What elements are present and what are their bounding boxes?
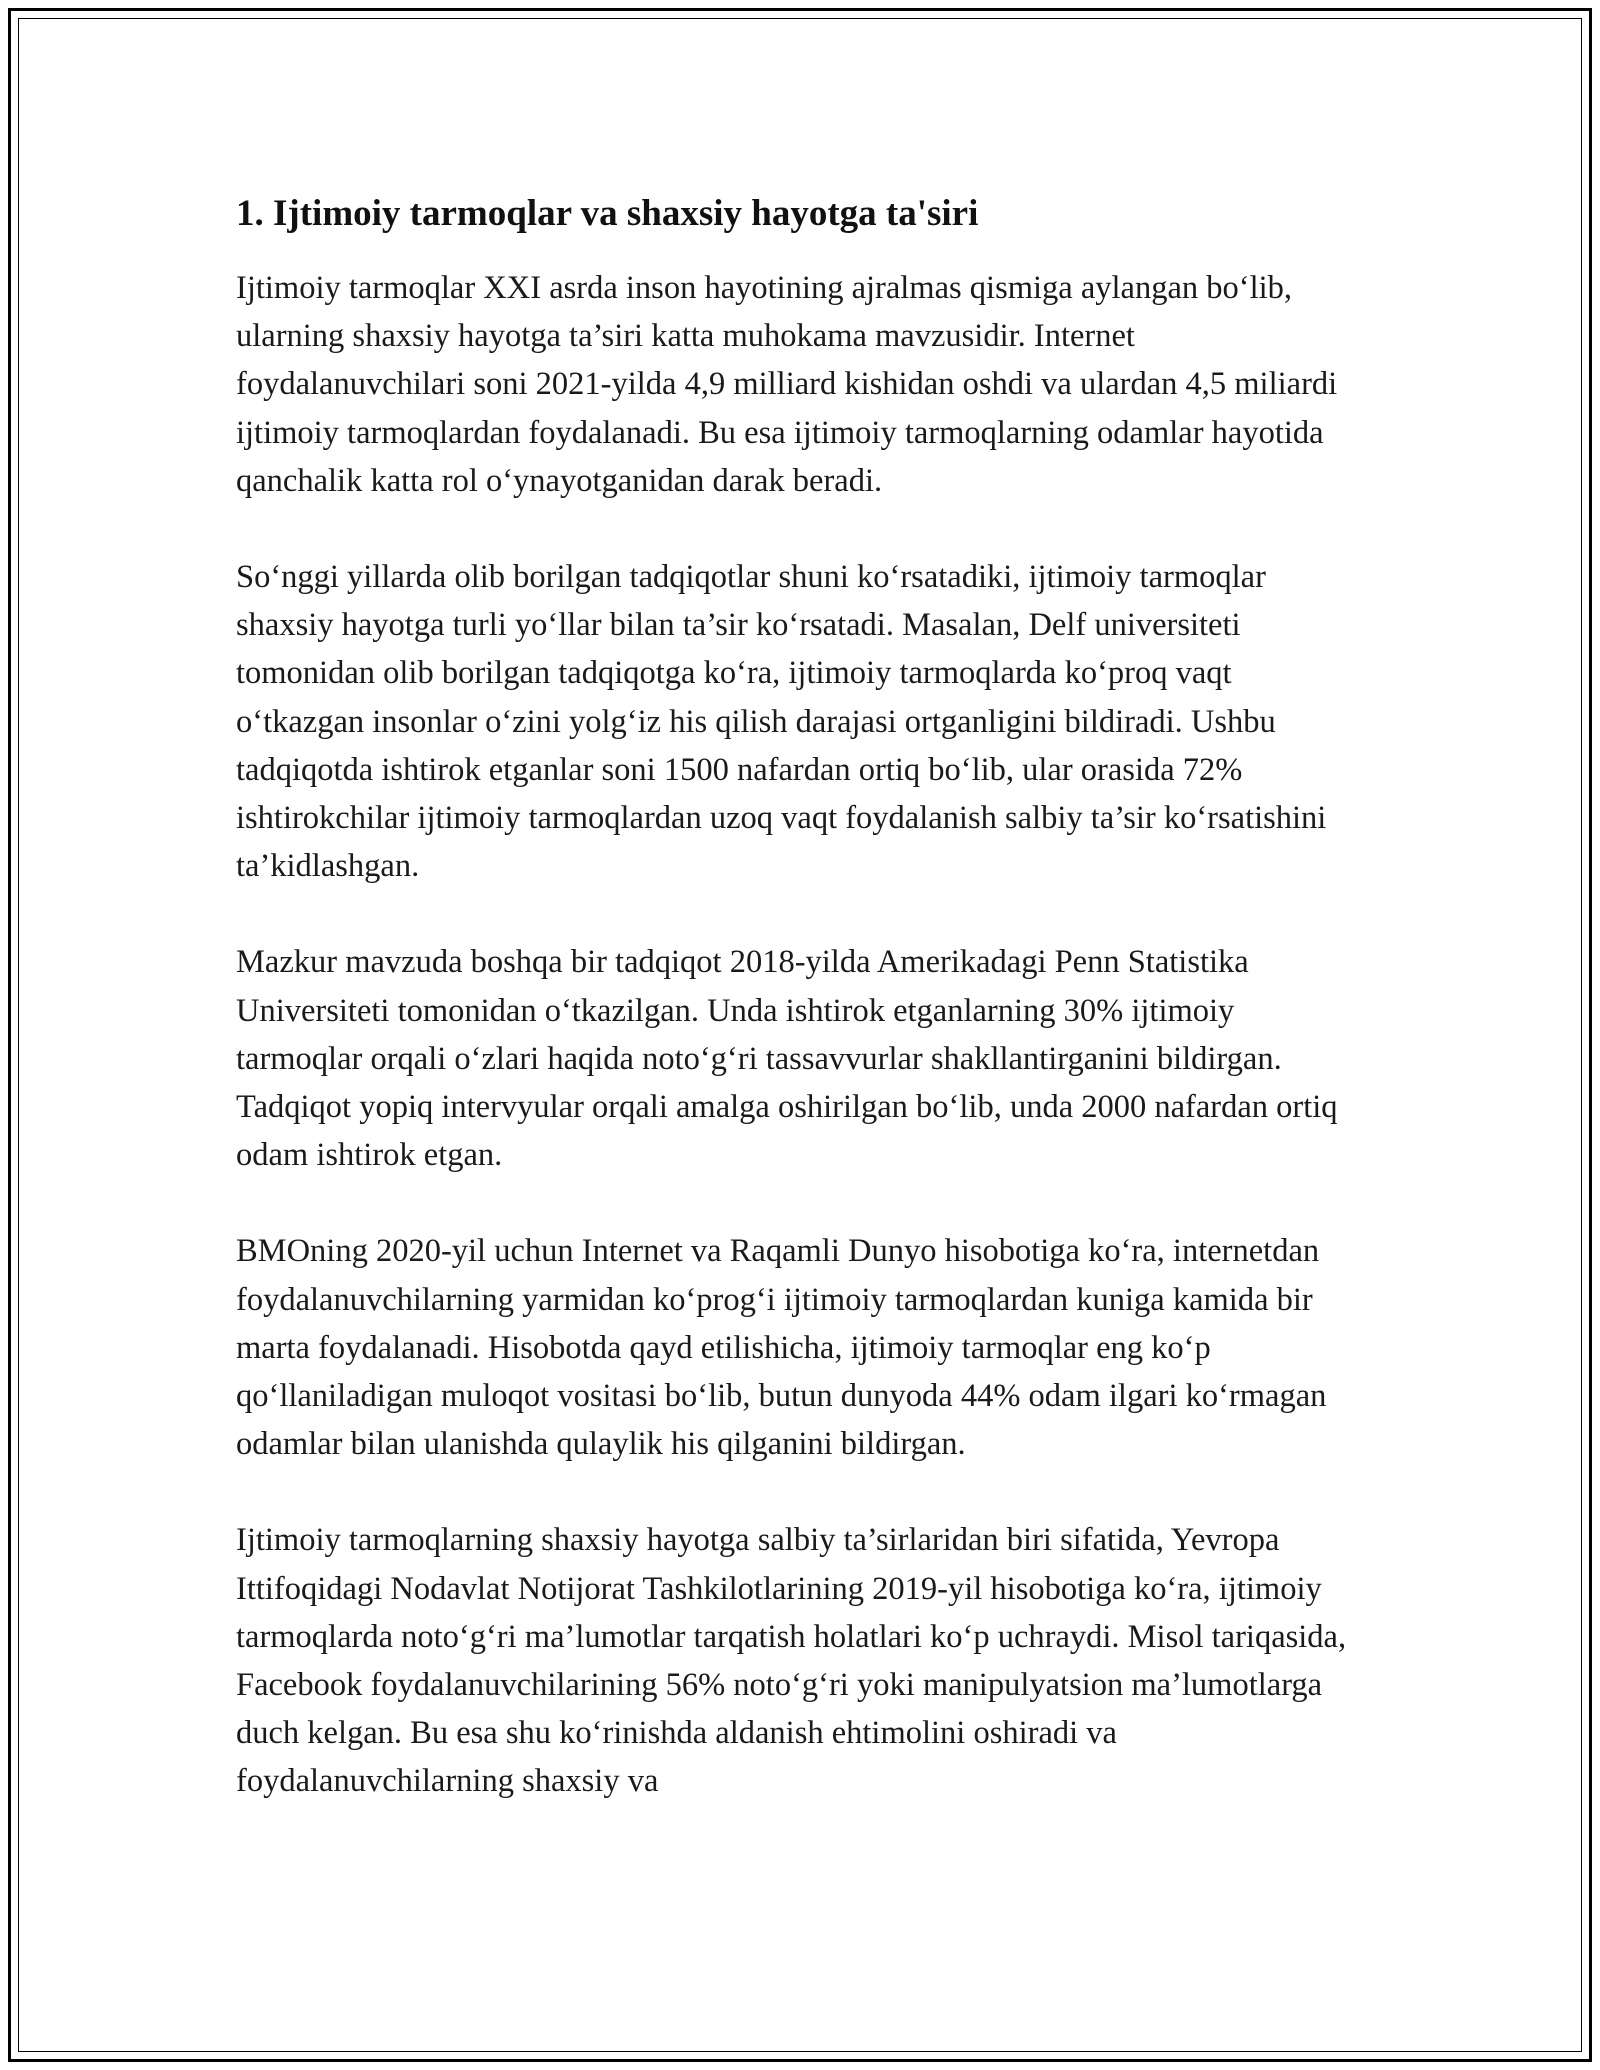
paragraph-4: BMOning 2020-yil uchun Internet va Raqamli Dunyo hisobotiga ko‘ra, internetdan foydalanuvchilarning yarmidan ko‘prog‘i ijtimoiy tarmoqlardan kuniga kamida bir marta foydalanadi. Hisobotda qayd etilishicha, ijtimoiy tarmoqlar eng ko‘p qo‘llaniladigan muloqot vositasi bo‘lib, butun dunyoda 44% odam ilgari ko‘rmagan odamlar bilan ulanishda qulaylik his qilganini bildirgan. bbox=[236, 1233, 1327, 1463]
paragraph-1: Ijtimoiy tarmoqlar XXI asrda inson hayotining ajralmas qismiga aylangan bo‘lib, ularning shaxsiy hayotga ta’siri katta muhokama mavzusidir. Internet foydalanuvchilari soni 2021-yilda 4,9 milliard kishidan oshdi va ulardan 4,5 miliardi ijtimoiy tarmoqlardan foydalanadi. Bu esa ijtimoiy tarmoqlarning odamlar hayotida qanchalik katta rol o‘ynayotganidan darak beradi. bbox=[236, 270, 1338, 499]
paragraph-5: Ijtimoiy tarmoqlarning shaxsiy hayotga salbiy ta’sirlaridan biri sifatida, Yevropa Ittifoqidagi Nodavlat Notijorat Tashkilotlarining 2019-yil hisobotiga ko‘ra, ijtimoiy tarmoqlarda noto‘g‘ri ma’lumotlar tarqatish holatlari ko‘p uchraydi. Misol tariqasida, Facebook foydalanuvchilarining 56% noto‘g‘ri yoki manipulyatsion ma’lumotlarga duch kelgan. Bu esa shu ko‘rinishda aldanish ehtimolini oshiradi va foydalanuvchilarning shaxsiy va bbox=[236, 1522, 1347, 1800]
paragraph-2: So‘nggi yillarda olib borilgan tadqiqotlar shuni ko‘rsatadiki, ijtimoiy tarmoqlar shaxsiy hayotga turli yo‘llar bilan ta’sir ko‘rsatadi. Masalan, Delf universiteti tomonidan olib borilgan tadqiqotga ko‘ra, ijtimoiy tarmoqlarda ko‘proq vaqt o‘tkazgan insonlar o‘zini yolg‘iz his qilish darajasi ortganligini bildiradi. Ushbu tadqiqotda ishtirok etganlar soni 1500 nafardan ortiq bo‘lib, ular orasida 72% ishtirokchilar ijtimoiy tarmoqlardan uzoq vaqt foydalanish salbiy ta’sir ko‘rsatishini ta’kidlashgan. bbox=[236, 559, 1327, 885]
section-heading: 1. Ijtimoiy tarmoqlar va shaxsiy hayotga ta'siri bbox=[236, 193, 979, 234]
document-body bbox=[236, 186, 1366, 1806]
paragraph-3: Mazkur mavzuda boshqa bir tadqiqot 2018-yilda Amerikadagi Penn Statistika Universiteti tomonidan o‘tkazilgan. Unda ishtirok etganlarning 30% ijtimoiy tarmoqlar orqali o‘zlari haqida noto‘g‘ri tassavvurlar shakllantirganini bildirgan. Tadqiqot yopiq intervyular orqali amalga oshirilgan bo‘lib, unda 2000 nafardan ortiq odam ishtirok etgan. bbox=[236, 944, 1338, 1174]
